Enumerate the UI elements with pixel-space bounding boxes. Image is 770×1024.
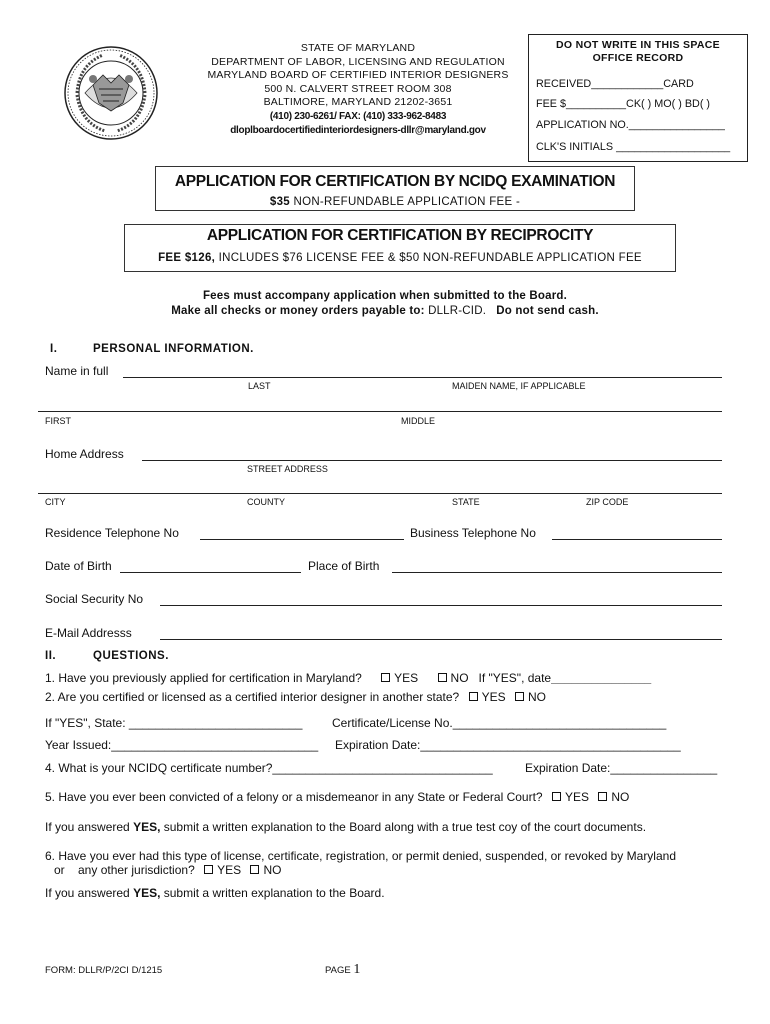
ncidq-expiration-field[interactable]: ________________	[610, 761, 718, 775]
question-2	[45, 690, 546, 704]
ssn-field[interactable]	[160, 605, 722, 606]
city-caption: CITY	[45, 497, 66, 507]
fees-note	[0, 289, 770, 318]
name-first-field[interactable]	[38, 411, 722, 412]
q1-yes-checkbox[interactable]	[381, 673, 390, 682]
question-6-note	[45, 886, 385, 900]
ncidq-title: APPLICATION FOR CERTIFICATION BY NCIDQ EXAMINATION	[174, 173, 616, 190]
certificate-license-no-field[interactable]: Certificate/License No.________________________________	[332, 716, 667, 730]
section1-title: PERSONAL INFORMATION.	[93, 343, 254, 355]
q1-yes-label: YES	[394, 671, 419, 685]
fees-note-line1: Fees must accompany application when submitted to the Board.	[202, 290, 568, 302]
ncidq-fee-amount: $35	[269, 196, 290, 208]
q1-date-label: If "YES", date	[468, 671, 552, 685]
dob-field[interactable]	[120, 572, 301, 573]
form-number: FORM: DLLR/P/2CI D/1215	[45, 965, 163, 976]
ssn-label: Social Security No	[45, 592, 144, 606]
business-phone-field[interactable]	[552, 539, 722, 540]
pob-field[interactable]	[392, 572, 722, 573]
residence-phone-label: Residence Telephone No	[45, 526, 179, 540]
question-1-text: 1. Have you previously applied for certification in Maryland?	[45, 671, 362, 685]
ncidq-expiration-label: Expiration Date:	[525, 761, 611, 775]
year-issued-field[interactable]: Year Issued:_______________________________	[45, 738, 319, 752]
business-phone-label: Business Telephone No	[410, 526, 536, 540]
if-yes-state-field[interactable]: If "YES", State: __________________________	[45, 716, 303, 730]
q1-no-checkbox[interactable]	[438, 673, 447, 682]
q2-yes-label: YES	[481, 690, 506, 704]
maryland-seal-image	[63, 45, 159, 141]
header-phone: (410) 230-6261/ FAX: (410) 333-962-8483	[269, 110, 447, 122]
q2-no-checkbox[interactable]	[515, 692, 524, 701]
question-6-line2	[54, 863, 281, 877]
reciprocity-fee-amount: FEE $126,	[158, 252, 216, 264]
page-number: 1	[353, 962, 361, 977]
question-1	[45, 671, 651, 685]
q5-yes-label: YES	[564, 790, 589, 804]
q5-no-label: NO	[611, 790, 630, 804]
office-clk-initials: CLK'S INITIALS ___________________	[536, 141, 731, 153]
office-received: RECEIVED____________CARD	[536, 78, 694, 90]
question-5	[45, 790, 629, 804]
q6-note-end: submit a written explanation to the Board.	[160, 886, 385, 900]
q5-note-start: If you answered	[45, 820, 134, 834]
no-cash-note: Do not send cash.	[486, 304, 599, 317]
reciprocity-application-box	[124, 224, 676, 272]
ncidq-number-field[interactable]: 4. What is your NCIDQ certificate number?_________________________________	[45, 761, 493, 775]
header-board: MARYLAND BOARD OF CERTIFIED INTERIOR DESIGNERS	[207, 69, 509, 82]
page-label: PAGE	[325, 965, 351, 976]
office-application-no: APPLICATION NO.________________	[536, 119, 725, 131]
street-address-field[interactable]	[142, 460, 722, 461]
zip-caption: ZIP CODE	[586, 497, 629, 507]
section1-number: I.	[50, 343, 58, 355]
question-5-note	[45, 820, 646, 834]
q5-no-checkbox[interactable]	[598, 792, 607, 801]
maiden-name-caption: MAIDEN NAME, IF APPLICABLE	[452, 381, 586, 391]
header-department: DEPARTMENT OF LABOR, LICENSING AND REGULATION	[211, 55, 505, 68]
question-6-text: or any other jurisdiction?	[54, 863, 195, 877]
office-fee: FEE $__________CK( ) MO( ) BD( )	[536, 98, 711, 110]
email-label: E-Mail Addresss	[45, 626, 132, 640]
section2-number: II.	[45, 650, 57, 662]
q5-note-end: submit a written explanation to the Board along with a true test coy of the court documents.	[160, 820, 647, 834]
residence-phone-field[interactable]	[200, 539, 404, 540]
ncidq-fee-text: NON-REFUNDABLE APPLICATION FEE -	[289, 196, 521, 208]
fees-note-line2	[0, 304, 770, 319]
q6-no-checkbox[interactable]	[250, 865, 259, 874]
header-email: dloplboardocertifiedinteriordesigners-dllr@maryland.gov	[230, 124, 486, 136]
header-state: STATE OF MARYLAND	[300, 42, 416, 54]
q6-yes-label: YES	[217, 863, 242, 877]
city-county-state-zip-field[interactable]	[38, 493, 722, 494]
street-address-caption: STREET ADDRESS	[247, 464, 328, 474]
q6-yes-checkbox[interactable]	[204, 865, 213, 874]
q2-no-label: NO	[527, 690, 546, 704]
q1-no-label: NO	[450, 671, 469, 685]
payable-to-label: Make all checks or money orders payable to:	[171, 304, 429, 317]
pob-label: Place of Birth	[308, 559, 380, 573]
office-record-title: DO NOT WRITE IN THIS SPACE	[556, 39, 720, 51]
ncidq-fee	[156, 196, 634, 208]
question-5-text: 5. Have you ever been convicted of a felony or a misdemeanor in any State or Federal Court?	[45, 790, 543, 804]
state-caption: STATE	[452, 497, 480, 507]
q6-note-yes: YES,	[133, 886, 161, 900]
reciprocity-fee-text: INCLUDES $76 LICENSE FEE & $50 NON-REFUNDABLE APPLICATION FEE	[215, 252, 642, 264]
office-record-subtitle: OFFICE RECORD	[592, 52, 684, 64]
dob-label: Date of Birth	[45, 559, 112, 573]
ncidq-application-box	[155, 166, 635, 211]
reciprocity-fee	[125, 252, 675, 264]
q5-note-yes: YES,	[133, 820, 161, 834]
expiration-date-field[interactable]: Expiration Date:_______________________________________	[335, 738, 681, 752]
middle-name-caption: MIDDLE	[401, 416, 436, 426]
county-caption: COUNTY	[247, 497, 285, 507]
payee-name: DLLR-CID.	[428, 304, 487, 317]
office-record-box	[528, 34, 748, 162]
name-last-field[interactable]	[123, 377, 722, 378]
q5-yes-checkbox[interactable]	[552, 792, 561, 801]
reciprocity-title: APPLICATION FOR CERTIFICATION BY RECIPROCITY	[206, 227, 594, 244]
home-address-label: Home Address	[45, 447, 124, 461]
header-street: 500 N. CALVERT STREET ROOM 308	[264, 82, 452, 95]
question-6-line1: 6. Have you ever had this type of license, certificate, registration, or permit denied, suspended, or revoked by Maryland	[45, 849, 676, 863]
email-field[interactable]	[160, 639, 722, 640]
page-indicator	[325, 962, 360, 978]
question-2-text: 2. Are you certified or licensed as a certified interior designer in another state?	[45, 690, 460, 704]
q6-no-label: NO	[263, 863, 282, 877]
q2-yes-checkbox[interactable]	[469, 692, 478, 701]
header-city: BALTIMORE, MARYLAND 21202-3651	[263, 96, 453, 109]
ncidq-expiration	[525, 761, 717, 775]
q1-date-field[interactable]: _______________	[551, 671, 652, 685]
section2-title: QUESTIONS.	[93, 650, 169, 662]
last-name-caption: LAST	[248, 381, 271, 391]
q6-note-start: If you answered	[45, 886, 134, 900]
agency-header	[190, 42, 526, 137]
name-label: Name in full	[45, 364, 109, 378]
first-name-caption: FIRST	[45, 416, 71, 426]
